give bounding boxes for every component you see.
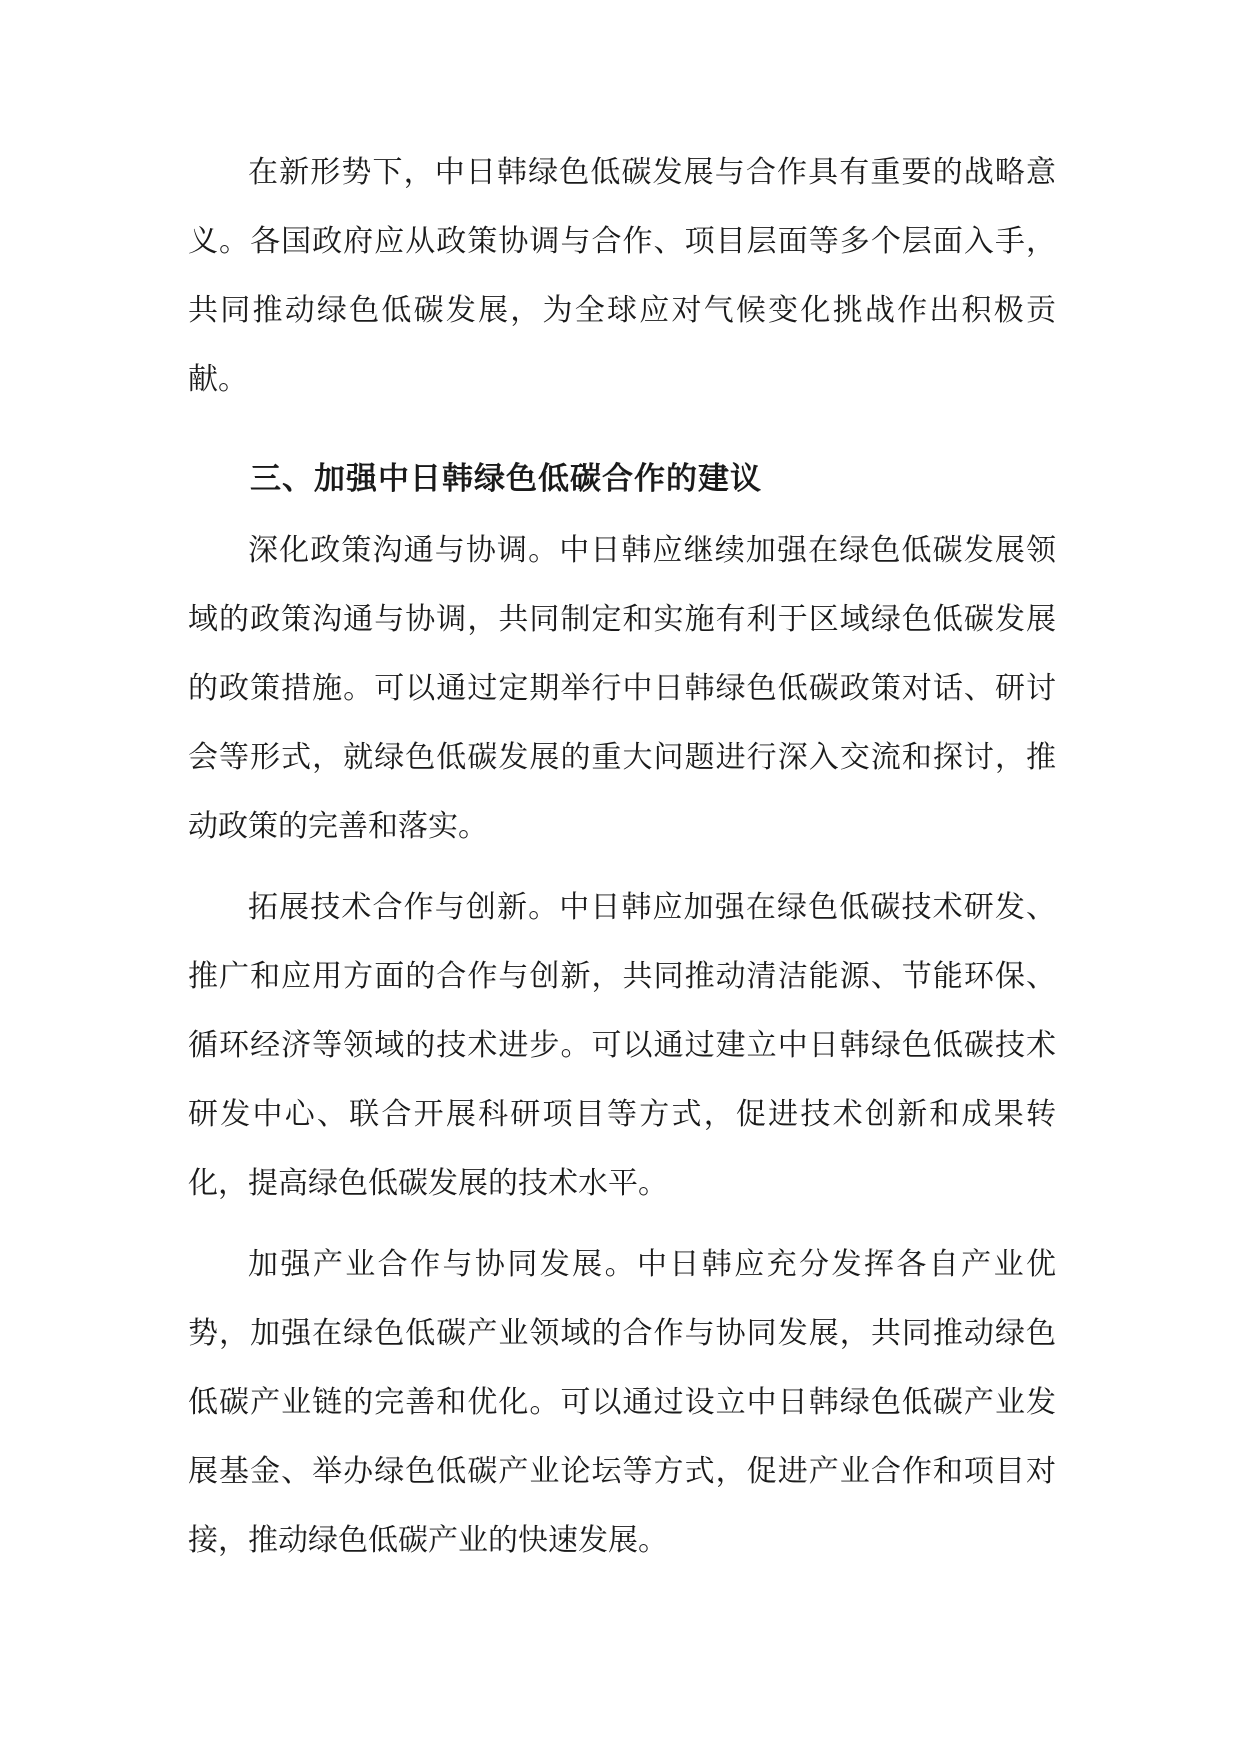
industry-cooperation-paragraph: 加强产业合作与协同发展。中日韩应充分发挥各自产业优势，加强在绿色低碳产业领域的合作与协同发展，共同推动绿色低碳产业链的完善和优化。可以通过设立中日韩绿色低碳产业发展基金、举办绿色低碳产业论坛等方式，促进产业合作和项目对接，推动绿色低碳产业的快速发展。 bbox=[188, 1247, 1056, 1558]
document-page bbox=[188, 138, 1056, 1575]
policy-coordination-paragraph: 深化政策沟通与协调。中日韩应继续加强在绿色低碳发展领域的政策沟通与协调，共同制定和实施有利于区域绿色低碳发展的政策措施。可以通过定期举行中日韩绿色低碳政策对话、研讨会等形式，就绿色低碳发展的重大问题进行深入交流和探讨，推动政策的完善和落实。 bbox=[188, 533, 1056, 844]
intro-paragraph: 在新形势下，中日韩绿色低碳发展与合作具有重要的战略意义。各国政府应从政策协调与合作、项目层面等多个层面入手，共同推动绿色低碳发展，为全球应对气候变化挑战作出积极贡献。 bbox=[188, 155, 1056, 397]
section-heading: 三、加强中日韩绿色低碳合作的建议 bbox=[250, 461, 762, 497]
technology-cooperation-paragraph: 拓展技术合作与创新。中日韩应加强在绿色低碳技术研发、推广和应用方面的合作与创新，共同推动清洁能源、节能环保、循环经济等领域的技术进步。可以通过建立中日韩绿色低碳技术研发中心、联合开展科研项目等方式，促进技术创新和成果转化，提高绿色低碳发展的技术水平。 bbox=[188, 890, 1056, 1201]
